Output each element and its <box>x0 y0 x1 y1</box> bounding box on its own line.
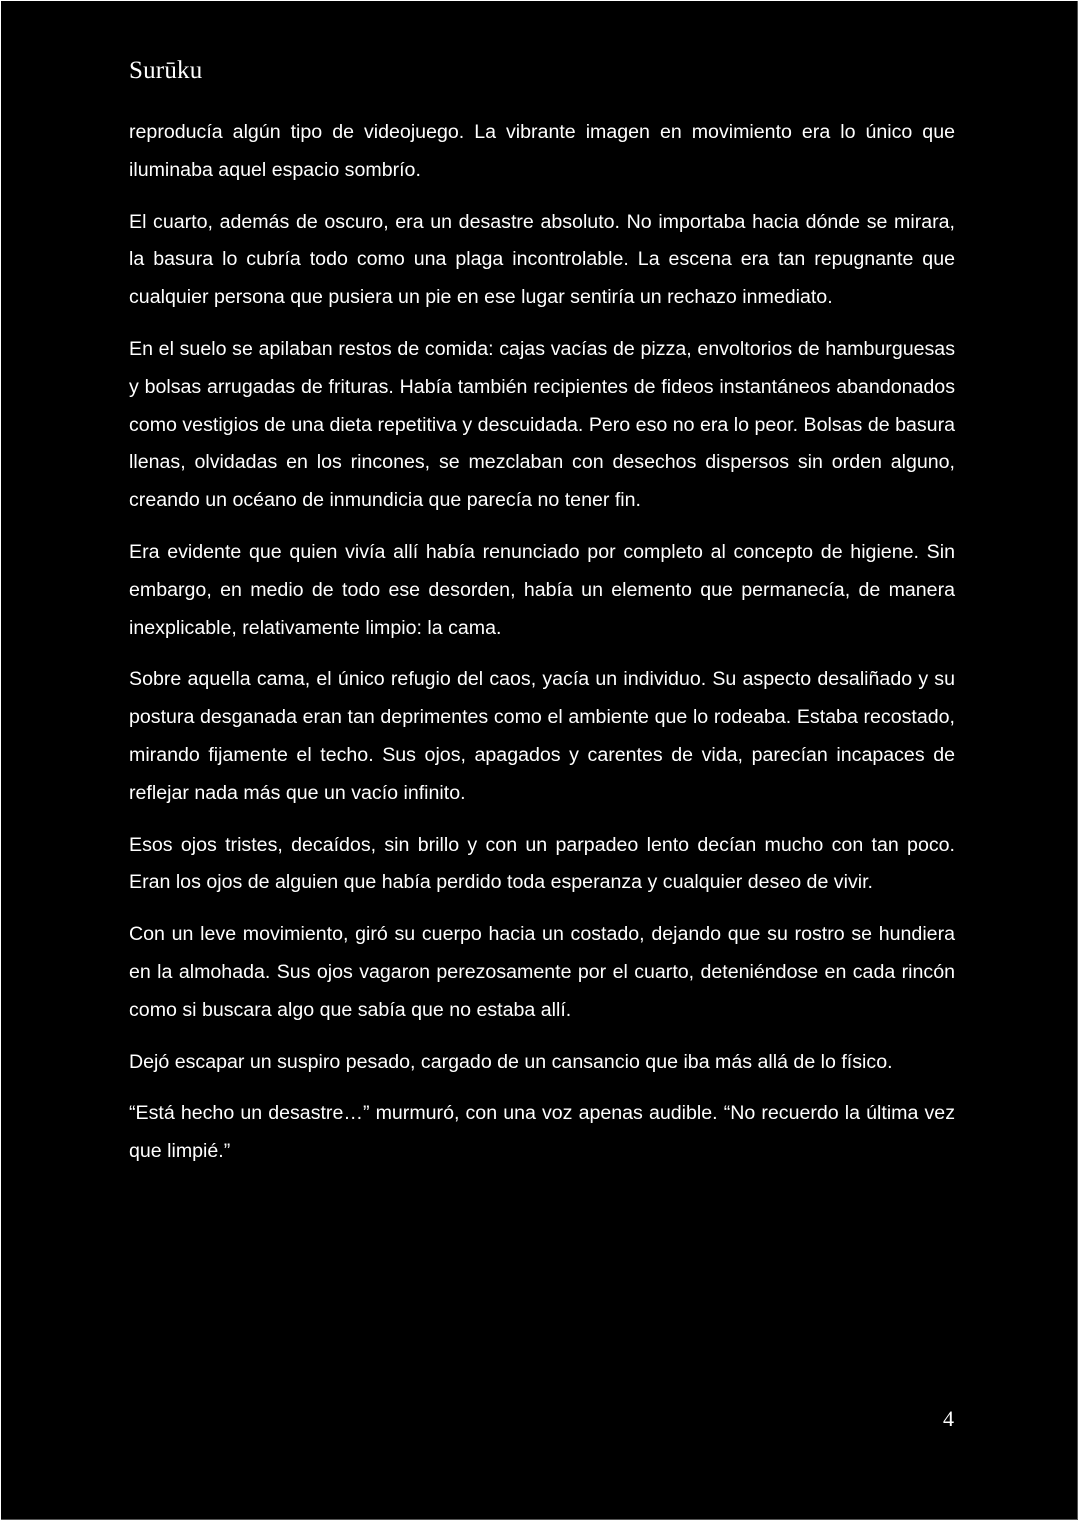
running-header-title: Surūku <box>129 57 203 84</box>
paragraph: En el suelo se apilaban restos de comida: cajas vacías de pizza, envoltorios de hamburguesas y bolsas arrugadas de frituras. Había también recipientes de fideos instantáneos abandonados como vestigios de una dieta repetitiva y descuidada. Pero eso no era lo peor. Bolsas de basura llenas, olvidadas en los rincones, se mezclaban con desechos dispersos sin orden alguno, creando un océano de inmundicia que parecía no tener fin. <box>129 337 955 512</box>
paragraph: Con un leve movimiento, giró su cuerpo hacia un costado, dejando que su rostro se hundiera en la almohada. Sus ojos vagaron perezosamente por el cuarto, deteniéndose en cada rincón como si buscara algo que sabía que no estaba allí. <box>129 923 955 1021</box>
paragraph: Sobre aquella cama, el único refugio del caos, yacía un individuo. Su aspecto desaliñado y su postura desganada eran tan deprimentes como el ambiente que lo rodeaba. Estaba recostado, mirando fijamente el techo. Sus ojos, apagados y carentes de vida, parecían incapaces de reflejar nada más que un vacío infinito. <box>129 668 955 804</box>
paragraph: reproducía algún tipo de videojuego. La vibrante imagen en movimiento era lo único que iluminaba aquel espacio sombrío. <box>129 121 955 181</box>
paragraph: Esos ojos tristes, decaídos, sin brillo y con un parpadeo lento decían mucho con tan poco. Eran los ojos de alguien que había perdido toda esperanza y cualquier deseo de vivir. <box>129 833 955 894</box>
document-page <box>1 1 1078 1520</box>
paragraph: Era evidente que quien vivía allí había renunciado por completo al concepto de higiene. Sin embargo, en medio de todo ese desorden, había un elemento que permanecía, de manera inexplicable, relativamente limpio: la cama. <box>129 540 955 639</box>
page-number: 4 <box>943 1406 954 1431</box>
body-text <box>129 114 955 1185</box>
paragraph: Dejó escapar un suspiro pesado, cargado de un cansancio que iba más allá de lo físico. <box>129 1050 893 1073</box>
paragraph: “Está hecho un desastre…” murmuró, con una voz apenas audible. “No recuerdo la última vez que limpié.” <box>129 1102 955 1163</box>
paragraph: El cuarto, además de oscuro, era un desastre absoluto. No importaba hacia dónde se mirara, la basura lo cubría todo como una plaga incontrolable. La escena era tan repugnante que cualquier persona que pusiera un pie en ese lugar sentiría un rechazo inmediato. <box>129 210 955 309</box>
